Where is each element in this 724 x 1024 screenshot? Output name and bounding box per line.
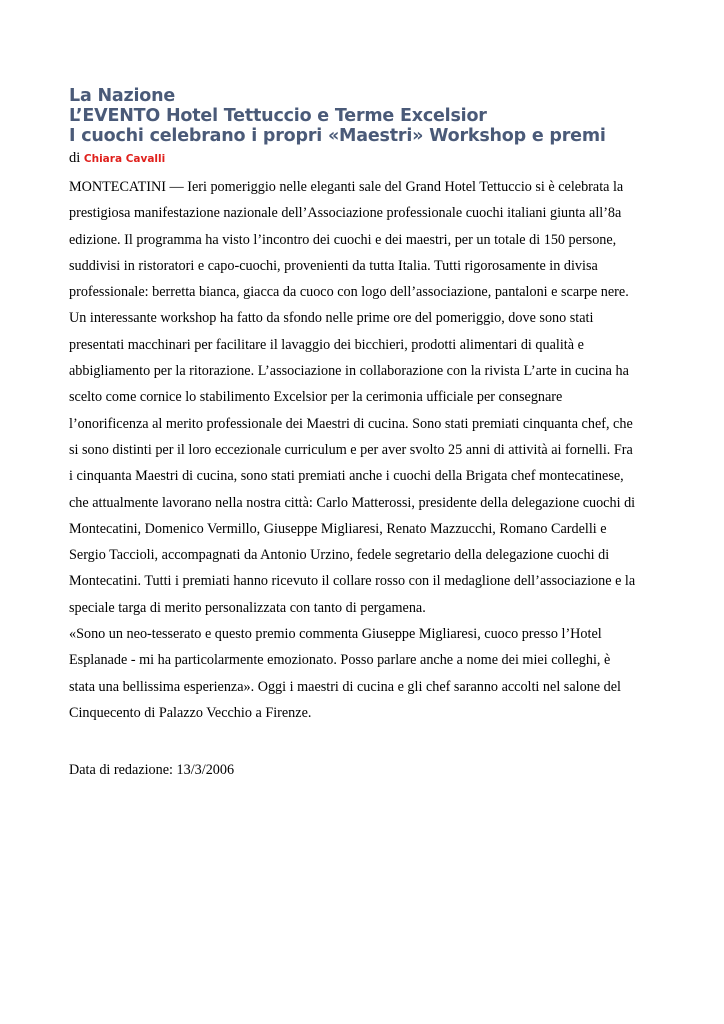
byline-prefix: di <box>69 150 81 166</box>
newspaper-name: La Nazione <box>69 86 176 106</box>
article-body <box>69 174 669 726</box>
body-line: abbigliamento per la ritorazione. L’associazione in collaborazione con la rivista L’arte in cucina ha <box>69 363 629 380</box>
body-line: Montecatini, Domenico Vermillo, Giuseppe Migliaresi, Renato Mazzucchi, Romano Cardelli e <box>69 520 607 537</box>
body-line: Montecatini. Tutti i premiati hanno ricevuto il collare rosso con il medaglione dell’associazione e la <box>69 573 636 590</box>
quote-line: stata una bellissima esperienza». Oggi i maestri di cucina e gli chef saranno accolti nel salone del <box>69 678 621 695</box>
body-line: che attualmente lavorano nella nostra città: Carlo Matterossi, presidente della delegazione cuochi di <box>69 494 636 511</box>
article-title: I cuochi celebrano i propri «Maestri» Workshop e premi <box>69 126 606 146</box>
headline-block <box>69 86 709 146</box>
byline <box>69 150 165 168</box>
quote-line: Esplanade - mi ha particolarmente emozionato. Posso parlare anche a nome dei miei colleghi, è <box>69 652 611 669</box>
body-line: Un interessante workshop ha fatto da sfondo nelle prime ore del pomeriggio, dove sono stati <box>69 310 594 327</box>
section-title: L’EVENTO Hotel Tettuccio e Terme Excelsior <box>69 106 487 126</box>
body-line: scelto come cornice lo stabilimento Excelsior per la cerimonia ufficiale per consegnare <box>69 389 563 406</box>
body-line: l’onorificenza al merito professionale dei Maestri di cucina. Sono stati premiati cinquanta chef, che <box>69 415 633 432</box>
redaction-date: Data di redazione: 13/3/2006 <box>69 762 235 778</box>
body-line: Sergio Taccioli, accompagnati da Antonio Urzino, fedele segretario della delegazione cuochi di <box>69 547 610 564</box>
author-name: Chiara Cavalli <box>83 153 166 165</box>
body-line: edizione. Il programma ha visto l’incontro dei cuochi e dei maestri, per un totale di 150 persone, <box>69 231 617 248</box>
body-line: suddivisi in ristoratori e capo-cuochi, provenienti da tutta Italia. Tutti rigorosamente in divisa <box>69 257 598 274</box>
body-line: si sono distinti per il loro eccezionale curriculum e per aver svolto 25 anni di attività ai fornelli. Fra <box>69 441 633 458</box>
body-line: prestigiosa manifestazione nazionale dell’Associazione professionale cuochi italiani giunta all’8a <box>69 205 622 222</box>
body-line: i cinquanta Maestri di cucina, sono stati premiati anche i cuochi della Brigata chef montecatinese, <box>69 468 624 485</box>
quote-line: Cinquecento di Palazzo Vecchio a Firenze. <box>69 704 312 721</box>
body-line: professionale: berretta bianca, giacca da cuoco con logo dell’associazione, pantaloni e scarpe nere. <box>69 284 629 301</box>
body-line: speciale targa di merito personalizzata con tanto di pergamena. <box>69 599 426 616</box>
body-line: MONTECATINI — Ieri pomeriggio nelle eleganti sale del Grand Hotel Tettuccio si è celebrata la <box>69 179 624 195</box>
quote-line: «Sono un neo-tesserato e questo premio commenta Giuseppe Migliaresi, cuoco presso l’Hotel <box>69 626 602 643</box>
body-line: presentati macchinari per facilitare il lavaggio dei bicchieri, prodotti alimentari di qualità e <box>69 336 584 353</box>
